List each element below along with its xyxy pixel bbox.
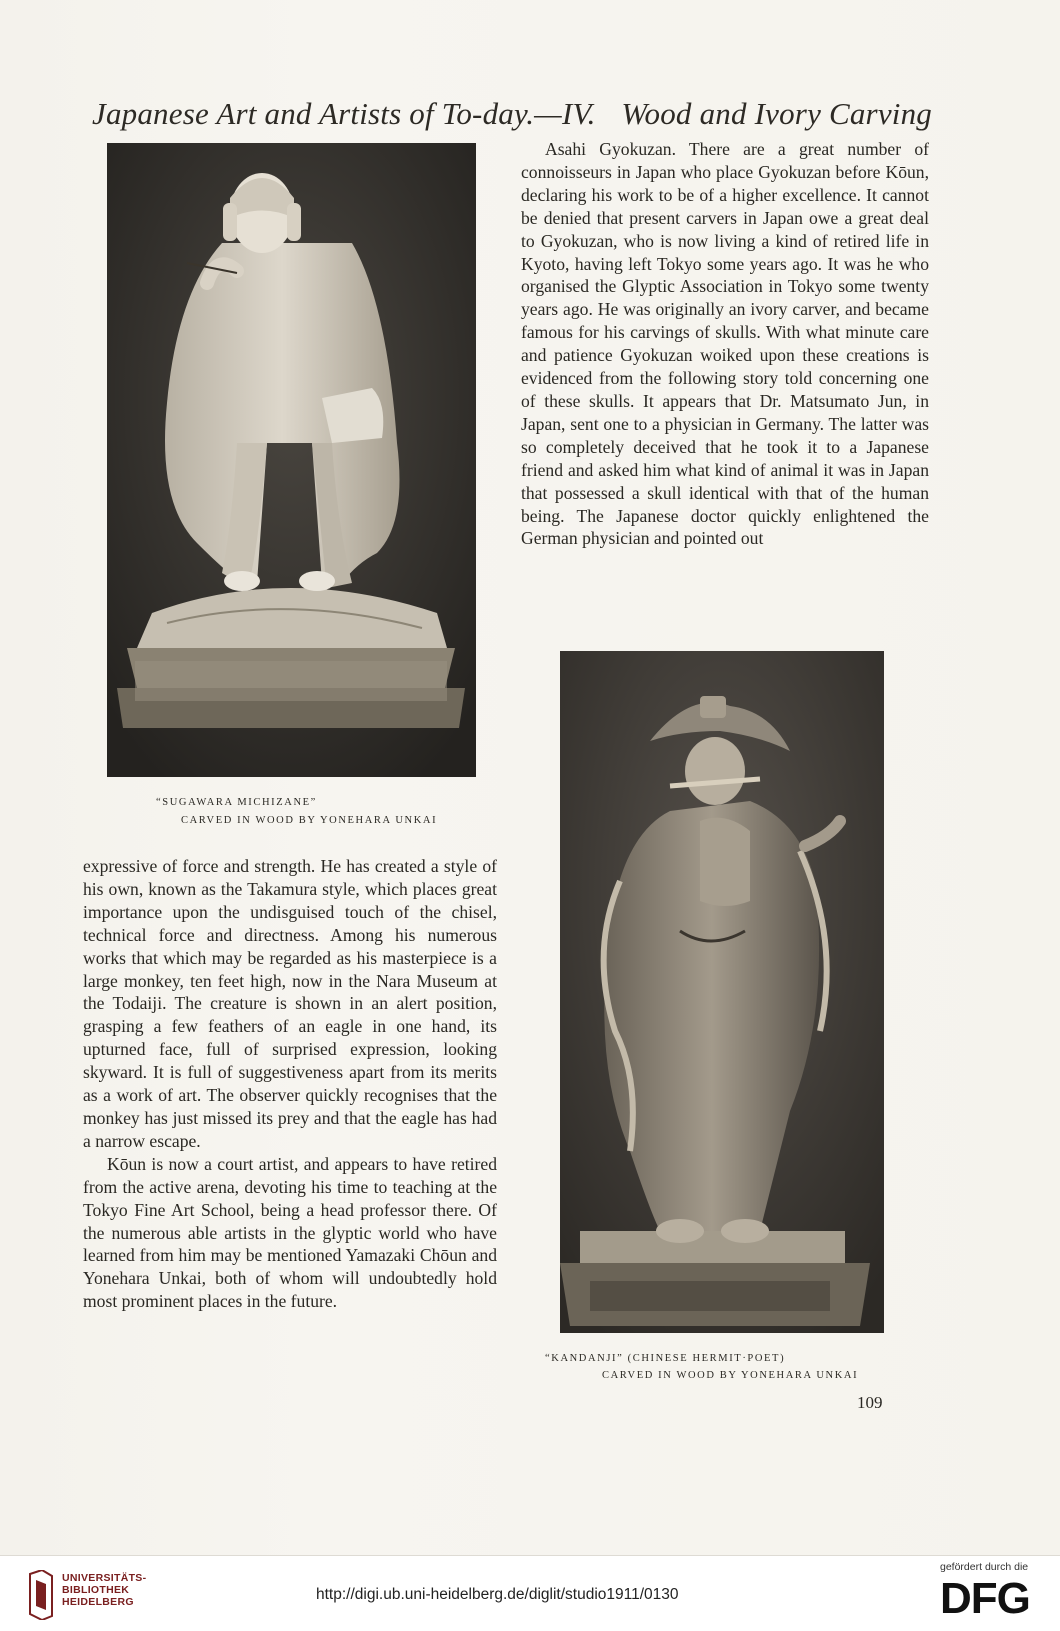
header-title-right: Wood and Ivory Carving	[621, 96, 932, 131]
text-column-left	[83, 855, 497, 1313]
running-header	[92, 96, 932, 132]
library-name-line3: HEIDELBERG	[62, 1596, 134, 1608]
header-title-left: Japanese Art and Artists of To-day.—IV.	[92, 96, 596, 131]
library-name-line1: UNIVERSITÄTS-	[62, 1572, 147, 1584]
statue-kandanji-illustration	[560, 651, 884, 1333]
figure1-caption-title: “SUGAWARA MICHIZANE”	[156, 797, 317, 808]
paragraph: Kōun is now a court artist, and appears to have retired from the active arena, devoting his time to teaching at the Tokyo Fine Art School, being a head professor there. Of the numerous able artists in the glyptic world who have learned from him may be mentioned Yamazaki Chōun and Yonehara Unkai, both of whom will undoubtedly hold most prominent places in the future.	[83, 1153, 497, 1312]
statue-michizane-illustration	[107, 143, 476, 777]
text-column-right	[521, 138, 929, 550]
university-library-logo-icon	[28, 1570, 54, 1620]
figure2-caption-title: “KANDANJI” (CHINESE HERMIT·POET)	[545, 1353, 786, 1364]
figure1-caption-credit: CARVED IN WOOD BY YONEHARA UNKAI	[181, 815, 438, 826]
library-name-line2: BIBLIOTHEK	[62, 1584, 130, 1596]
figure2-caption-credit: CARVED IN WOOD BY YONEHARA UNKAI	[602, 1370, 859, 1381]
funded-by-label: gefördert durch die	[940, 1561, 1029, 1573]
photo-sugawara-michizane	[107, 143, 476, 777]
dfg-logo: DFG	[940, 1574, 1030, 1623]
photo-kandanji	[560, 651, 884, 1333]
paragraph: Asahi Gyokuzan. There are a great number of connoisseurs in Japan who place Gyokuzan before Kōun, declaring his work to be of a higher excellence. It cannot be denied that present carvers in Japan owe a great deal to Gyokuzan, who is now living a kind of retired life in Kyoto, having left Tokyo some years ago. It was he who organised the Glyptic Association in Tokyo some twenty years ago. He was originally an ivory carver, and became famous for his carvings of skulls. With what minute care and patience Gyokuzan woiked upon these creations is evidenced from the following story told concerning one of these skulls. It appears that Dr. Matsumato Jun, in Japan, sent one to a physician in Germany. The latter was so completely deceived that he took it to a Japanese friend and asked him what kind of animal it was in Japan that possessed a skull identical with that of the human being. The Japanese doctor quickly enlightened the German physician and pointed out	[521, 139, 929, 549]
page-number: 109	[857, 1393, 883, 1412]
paragraph: expressive of force and strength. He has created a style of his own, known as the Takamura style, which places great importance upon the undisguised touch of the chisel, technical force and directness. Among his numerous works that which may be regarded as his masterpiece is a large monkey, ten feet high, now in the Nara Museum at the Todaiji. The creature is shown in an alert position, grasping a few feathers of an eagle in one hand, its upturned face, full of surprised expression, looking skyward. It is full of suggestiveness apart from its merits as a work of art. The observer quickly recognises that the monkey has just missed its prey and that the eagle has had a narrow escape.	[83, 856, 497, 1151]
permalink-url[interactable]: http://digi.ub.uni-heidelberg.de/diglit/studio1911/0130	[316, 1586, 679, 1603]
